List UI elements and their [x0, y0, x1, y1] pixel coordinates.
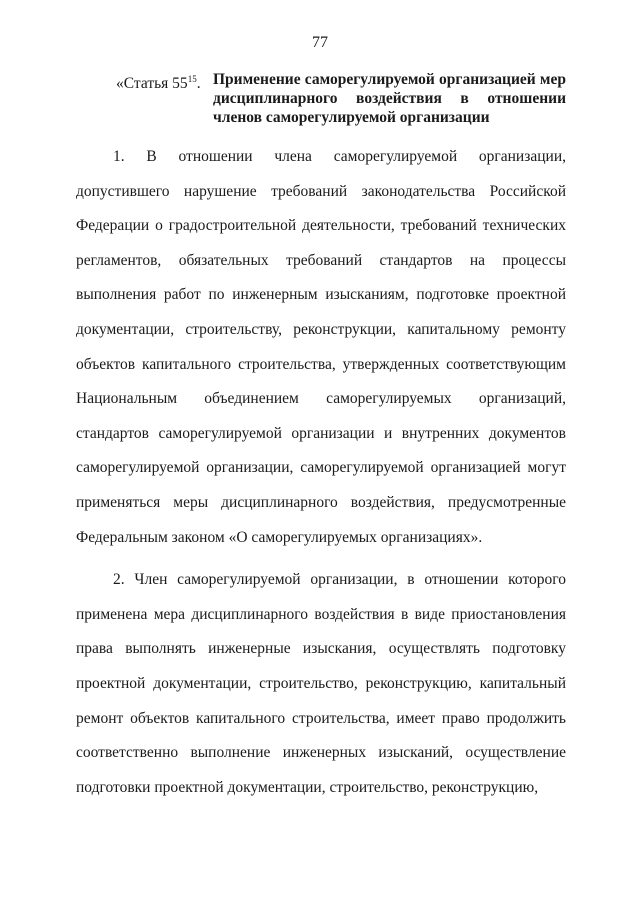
article-label-dot: .	[196, 75, 201, 92]
article-superscript: 15	[187, 74, 197, 84]
article-body	[76, 140, 566, 805]
article-heading	[116, 70, 566, 127]
article-title: Применение саморегулируемой организацией мер дисциплинарного воздействия в отношении членов саморегулируемой организации	[213, 71, 566, 126]
article-number	[116, 70, 201, 93]
paragraph-1: 1. В отношении члена саморегулируемой организации, допустившего нарушение требований законодательства Российской Федерации о градостроительной деятельности, требований технических регламентов, обязательных требований стандартов на процессы выполнения работ по инженерным изысканиям, подготовке проектной документации, строительству, реконструкции, капитальному ремонту объектов капитального строительства, утвержденных соответствующим Национальным объединением саморегулируемых организаций, стандартов саморегулируемой организации и внутренних документов саморегулируемой организации, саморегулируемой организацией могут применяться меры дисциплинарного воздействия, предусмотренные Федеральным законом «О саморегулируемых организациях».	[76, 148, 566, 546]
article-label: «Статья 55	[116, 75, 188, 92]
paragraph-2: 2. Член саморегулируемой организации, в отношении которого применена мера дисциплинарного воздействия в виде приостановления права выполнять инженерные изыскания, осуществлять подготовку проектной документации, строительство, реконструкцию, капитальный ремонт объектов капитального строительства, имеет право продолжить соответственно выполнение инженерных изысканий, осуществление подготовки проектной документации, строительство, реконструкцию,	[76, 571, 566, 796]
page-number: 77	[312, 34, 328, 51]
